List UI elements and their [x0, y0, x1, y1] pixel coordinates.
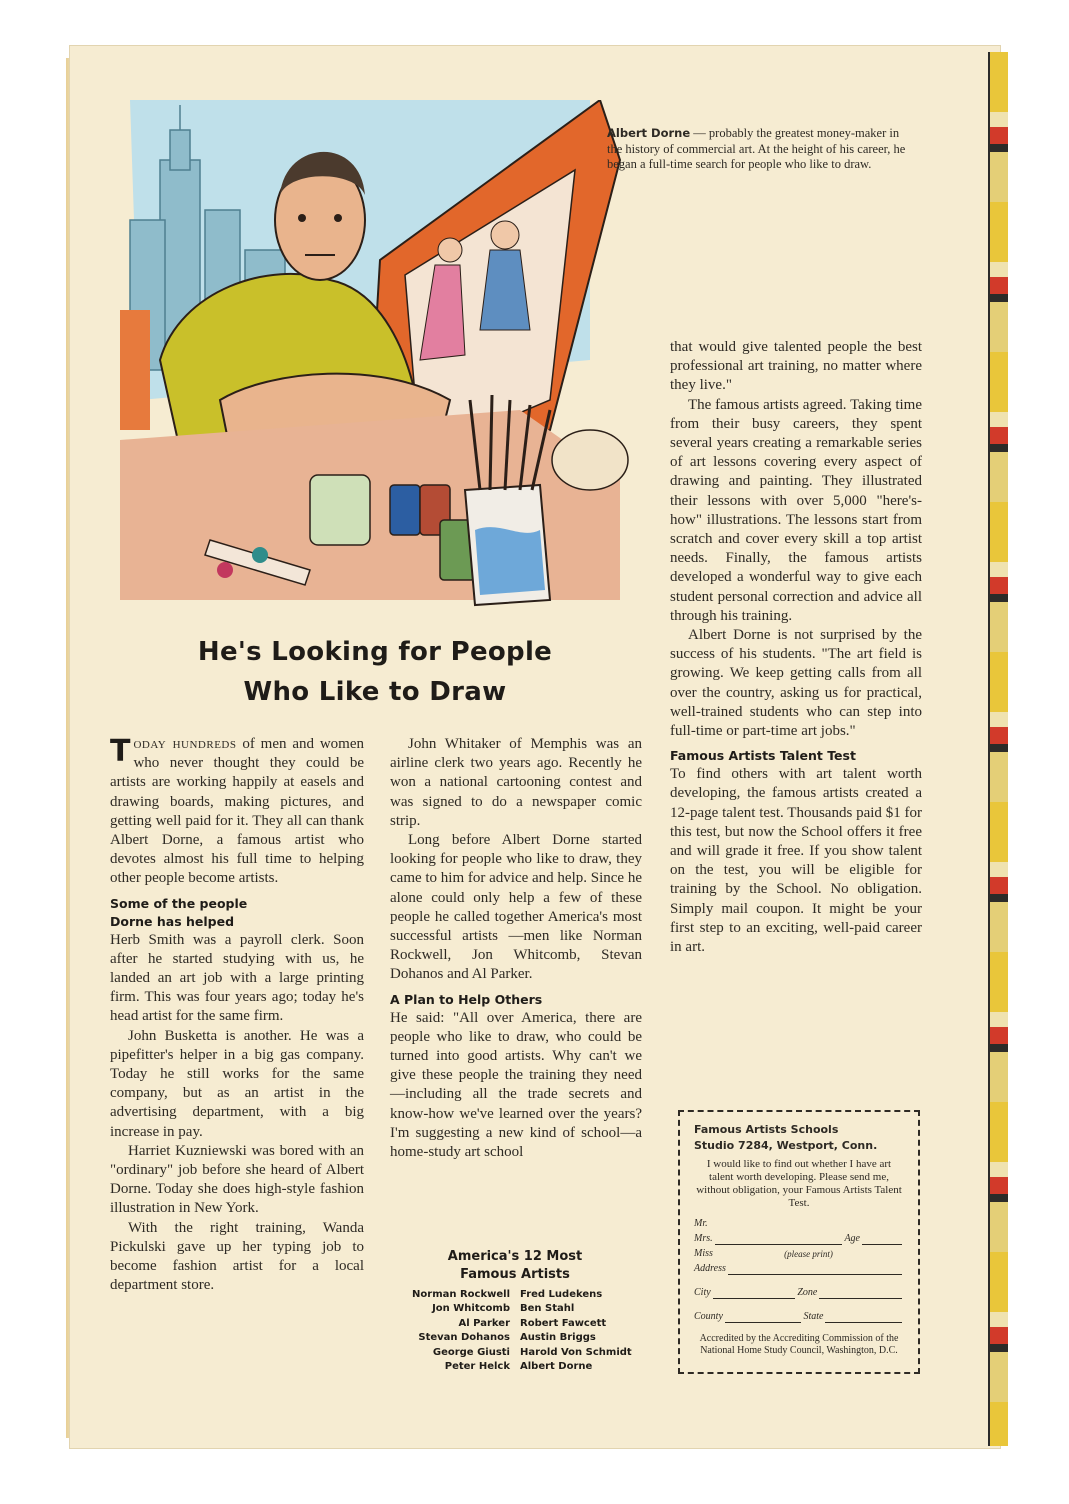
coupon-field-address[interactable]: [694, 1263, 904, 1275]
article-column-2: [390, 735, 642, 1162]
famous-artists-list: [386, 1248, 644, 1374]
headline: [140, 632, 610, 712]
artist-name: Al Parker: [458, 1317, 510, 1329]
artists-grid: [386, 1288, 644, 1374]
artists-title-line-1: America's 12 Most: [447, 1249, 583, 1264]
paragraph: Herb Smith was a payroll clerk. Soon after he started studying with us, he landed an art job with a large printing firm. This was four years ago; today he's head artist for the same firm.: [110, 931, 364, 1025]
field-line: [825, 1313, 902, 1323]
artists-title-line-2: Famous Artists: [460, 1267, 570, 1282]
coupon-accreditation: Accredited by the Accrediting Commission of the National Home Study Council, Washington, D.C.: [699, 1333, 899, 1356]
illustration-caption: [607, 126, 907, 173]
artist-name: Stevan Dohanos: [418, 1332, 510, 1344]
artist-name: Fred Ludekens: [520, 1289, 603, 1300]
field-label: Mr.: [694, 1218, 708, 1229]
field-line: [715, 1235, 843, 1245]
field-label: Miss: [694, 1248, 713, 1259]
coupon-field-name[interactable]: [694, 1233, 904, 1245]
field-line: [713, 1289, 796, 1299]
drop-cap: T: [110, 734, 131, 769]
artist-name: Peter Helck: [444, 1361, 510, 1373]
coupon-field-county[interactable]: [694, 1311, 904, 1323]
field-label: State: [803, 1311, 824, 1322]
paragraph: Harriet Kuzniewski was bored with an "ordinary" job before she heard of Albert Dorne. Today she does high-style fashion illustration in New York.: [110, 1142, 364, 1217]
adjacent-page-strip: [988, 52, 1008, 1446]
field-label: Address: [694, 1263, 726, 1274]
paragraph: John Busketta is another. He was a pipefitter's helper in a big gas company. Today he still works for the same company, but as an artist in the advertising department, with a big increase in pay.: [110, 1027, 364, 1140]
artist-name: Harold Von Schmidt: [520, 1346, 632, 1358]
artist-name: Jon Whitcomb: [432, 1303, 510, 1315]
artists-list-title: [386, 1248, 644, 1284]
subhead: [110, 895, 364, 931]
coupon-field-mr[interactable]: [694, 1218, 904, 1230]
caption-name: Albert Dorne: [607, 126, 691, 140]
field-line: [819, 1289, 902, 1299]
paragraph: [110, 735, 364, 889]
paragraph: With the right training, Wanda Pickulski gave up her typing job to become fashion artist for a local department store.: [110, 1219, 364, 1294]
field-line: [862, 1235, 902, 1245]
subhead: A Plan to Help Others: [390, 991, 543, 1007]
field-label: Age: [844, 1233, 860, 1244]
artist-name: George Giusti: [432, 1346, 510, 1358]
caption-text: — probably the greatest money-maker in the history of commercial art. At the height of his career, he began a full-time search for people who like to draw.: [607, 126, 906, 171]
paragraph: Long before Albert Dorne started looking for people who like to draw, they came to him for advice and help. Since he alone could only help a few of these people he called together America's most successful artists —men like Norman Rockwell, Jon Whitcomb, Stevan Dohanos and Al Parker.: [390, 832, 642, 983]
article-column-3: [670, 338, 922, 957]
mail-coupon[interactable]: [678, 1110, 920, 1374]
subhead: Famous Artists Talent Test: [670, 748, 856, 764]
article-column-1: [110, 735, 364, 1295]
subhead-line-2: Dorne has helped: [110, 913, 235, 929]
field-label: County: [694, 1311, 723, 1322]
coupon-field-city[interactable]: [694, 1287, 904, 1299]
field-line: [728, 1265, 902, 1275]
field-label: City: [694, 1287, 711, 1298]
headline-line-1: He's Looking for People: [197, 637, 553, 667]
field-label: Zone: [797, 1287, 818, 1298]
coupon-body: I would like to find out whether I have art talent worth developing. Please send me, without obligation, your Famous Artists Talent Test.: [696, 1158, 902, 1209]
paragraph: Albert Dorne is not surprised by the success of his students. "The art field is growing. We keep getting calls from all over the country, asking us for practical, well-trained students who can step into full-time or part-time art jobs.": [670, 627, 922, 740]
subhead-line-1: Some of the people: [110, 895, 248, 911]
artist-name: Ben Stahl: [520, 1303, 575, 1315]
lead-in: oday hundreds: [133, 736, 237, 752]
artist-name: Robert Fawcett: [520, 1317, 607, 1329]
paragraph: that would give talented people the best professional art training, no matter where they live.": [670, 339, 922, 394]
field-line: [725, 1313, 802, 1323]
artist-name: Norman Rockwell: [412, 1289, 510, 1300]
field-hint: (please print): [784, 1249, 833, 1259]
paragraph-text: of men and women who never thought they could be artists are working happily at easels and drawing boards, making pictures, and getting well paid for it. They all can thank Albert Dorne, a famous artist who devotes almost his full time to helping other people become artists.: [110, 736, 364, 887]
artist-name: Austin Briggs: [520, 1332, 596, 1344]
coupon-address: Studio 7284, Westport, Conn.: [694, 1139, 878, 1152]
paragraph: To find others with art talent worth developing, the famous artists created a 12-page talent test. Thousands paid $1 for this test, but now the School offers it free and will grade it free. If you show talent on the test, you will be eligible for training by the School. No obligation. Simply mail coupon. It might be your first step to an exciting, well-paid career in art.: [670, 766, 922, 956]
coupon-school-name: Famous Artists Schools: [694, 1123, 839, 1136]
headline-line-2: Who Like to Draw: [243, 677, 507, 707]
field-label: Mrs.: [694, 1233, 713, 1244]
coupon-field-miss[interactable]: [694, 1248, 904, 1260]
artist-name: Albert Dorne: [520, 1361, 593, 1373]
paragraph: John Whitaker of Memphis was an airline clerk two years ago. Recently he won a national cartooning contest and was signed to do a newspaper comic strip.: [390, 736, 642, 829]
paragraph: He said: "All over America, there are people who like to draw, who could be turned into good artists. Why can't we give these people the training they need—including all the trade secrets and know-how we've learned over the years? I'm suggesting a new kind of school—a home-study art school: [390, 1009, 642, 1161]
paragraph: The famous artists agreed. Taking time from their busy careers, they spent several years creating a remarkable series of art lessons covering every aspect of drawing and painting. They illustrated their lessons with over 5,000 "here's-how" illustrations. The lessons start from scratch and cover every skill a top artist needs. Finally, the famous artists developed a wonderful way to give each student personal correction and advice all through his training.: [670, 396, 922, 624]
artist-illustration: [120, 100, 640, 630]
